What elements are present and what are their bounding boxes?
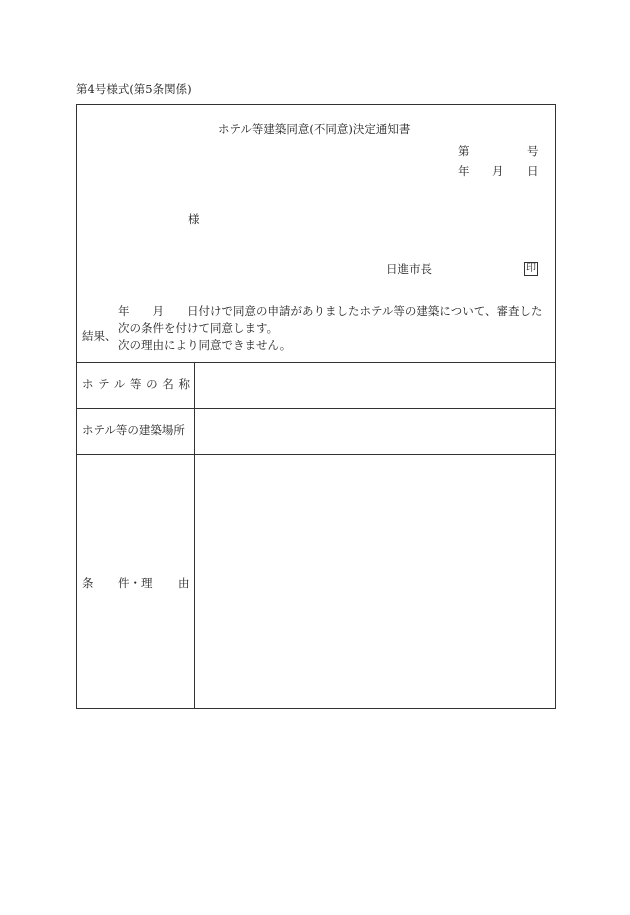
date-month: 月 bbox=[492, 164, 504, 178]
column-divider bbox=[194, 362, 195, 709]
hotel-location-label: ホテル等の建築場所 bbox=[82, 423, 185, 437]
body-option-consent: 次の条件を付けて同意します。 bbox=[118, 321, 279, 335]
conditions-label-c: 由 bbox=[178, 576, 190, 590]
conditions-label-a: 条 bbox=[82, 576, 94, 590]
number-prefix: 第 bbox=[458, 144, 470, 158]
body-line-1: 年 月 日付けで同意の申請がありましたホテル等の建築について、審査した bbox=[118, 304, 543, 318]
document-title: ホテル等建築同意(不同意)決定通知書 bbox=[218, 122, 411, 136]
hotel-name-label: ホテル等の名称 bbox=[82, 377, 190, 391]
form-number-label: 第4号様式(第5条関係) bbox=[76, 82, 192, 96]
row-divider bbox=[76, 454, 556, 455]
body-option-refuse: 次の理由により同意できません。 bbox=[118, 338, 292, 352]
row-divider bbox=[76, 362, 556, 363]
seal-mark: 印 bbox=[526, 263, 536, 274]
date-day: 日 bbox=[527, 164, 539, 178]
issuer-name: 日進市長 bbox=[386, 262, 432, 276]
form-frame bbox=[76, 104, 556, 709]
addressee-suffix: 様 bbox=[188, 212, 200, 226]
body-result-label: 結果、 bbox=[82, 329, 117, 343]
date-year: 年 bbox=[458, 164, 470, 178]
row-divider bbox=[76, 408, 556, 409]
number-suffix: 号 bbox=[527, 144, 539, 158]
conditions-label-b: 件・理 bbox=[118, 576, 153, 590]
